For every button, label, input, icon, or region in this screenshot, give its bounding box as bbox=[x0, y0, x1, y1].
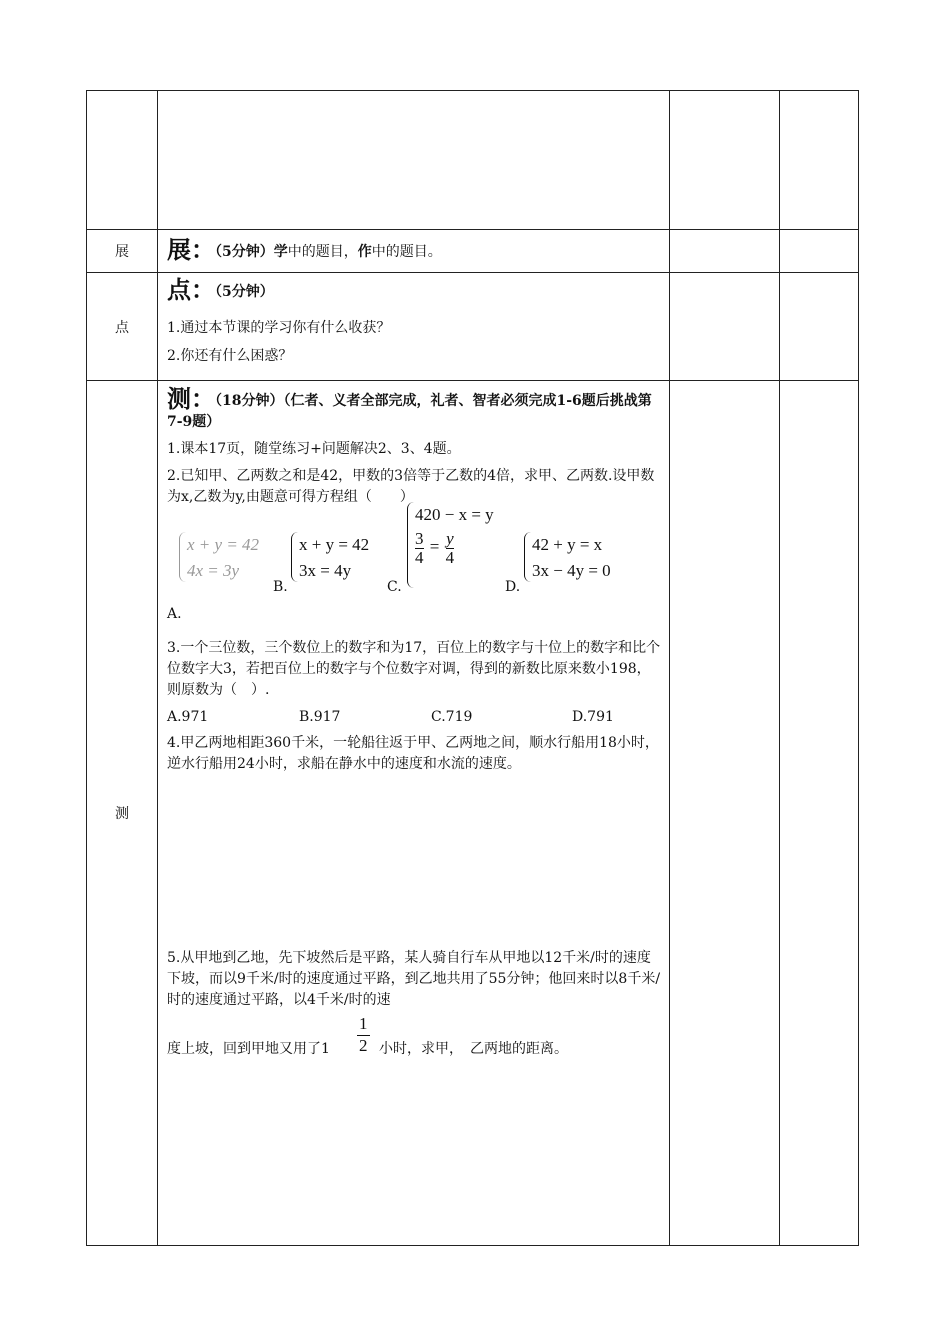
ce-instruction: （18分钟）（仁者、义者全部完成，礼者、智者必须完成1-6题后挑战第7-9题） bbox=[167, 393, 652, 430]
dian-col3 bbox=[670, 273, 780, 381]
ce-q5-part2 bbox=[167, 1013, 661, 1063]
option-c-system bbox=[407, 502, 517, 592]
option-b-eq1: x + y = 42 bbox=[299, 535, 370, 554]
dian-q2: 2.你还有什么困惑？ bbox=[167, 348, 293, 364]
blank-col4-cell bbox=[780, 91, 859, 230]
blank-row bbox=[87, 91, 859, 230]
option-c-frac1 bbox=[415, 530, 424, 567]
dian-heading: 点： bbox=[167, 276, 215, 304]
ce-label: 测 bbox=[87, 381, 158, 1246]
option-c-frac2 bbox=[446, 530, 455, 567]
zhan-col4 bbox=[780, 230, 859, 273]
option-c-eq1: 420 − x = y bbox=[415, 505, 494, 524]
q3-choice-d: D.791 bbox=[572, 709, 614, 725]
dian-time: （5分钟） bbox=[215, 284, 274, 300]
zhan-label: 展 bbox=[87, 230, 158, 273]
option-b-system bbox=[291, 532, 391, 584]
option-a-eq1: x + y = 42 bbox=[187, 535, 260, 554]
option-c-num1: 3 bbox=[415, 529, 424, 548]
q2-options bbox=[167, 505, 661, 622]
ce-heading: 测： bbox=[167, 385, 215, 413]
ce-row bbox=[87, 381, 859, 1246]
zhan-col3 bbox=[670, 230, 780, 273]
option-b-eq2: 3x = 4y bbox=[299, 561, 352, 580]
option-c-den2: 4 bbox=[445, 548, 455, 567]
ce-q5-text-a: 度上坡，回到甲地又用了1 bbox=[167, 1041, 330, 1057]
ce-q3: 3.一个三位数，三个数位上的数字和为17，百位上的数字与十位上的数字和比个位数字大3，若把百位上的数字与个位数字对调，得到的新数比原来数小198，则原数为（ ）. bbox=[167, 640, 661, 698]
option-a-label: A. bbox=[167, 606, 182, 622]
blank-col3-cell bbox=[670, 91, 780, 230]
dian-col4 bbox=[780, 273, 859, 381]
blank-content-cell bbox=[158, 91, 670, 230]
ce-col3 bbox=[670, 381, 780, 1246]
option-c-den1: 4 bbox=[415, 548, 424, 567]
ce-q5-text-b: 小时，求甲， 乙两地的距离。 bbox=[379, 1041, 568, 1057]
option-a-eq2: 4x = 3y bbox=[187, 561, 240, 580]
q5-frac-num: 1 bbox=[357, 1013, 370, 1036]
q3-choice-b: B.917 bbox=[299, 709, 341, 725]
ce-q5-part1: 5.从甲地到乙地，先下坡然后是平路，某人骑自行车从甲地以12千米/时的速度下坡，而以9千米/时的速度通过平路，到乙地共用了55分钟；他回来时以8千米/时的速度通过平路，以4千米/时的速 bbox=[167, 950, 661, 1008]
q3-choice-c: C.719 bbox=[431, 709, 473, 725]
dian-q1: 1.通过本节课的学习你有什么收获？ bbox=[167, 320, 391, 336]
option-d-system bbox=[524, 532, 644, 584]
option-d-label: D. bbox=[505, 579, 521, 595]
q5-frac-den: 2 bbox=[359, 1036, 368, 1055]
option-c-num2: y bbox=[446, 529, 454, 548]
zhan-heading: 展： bbox=[167, 235, 215, 264]
option-c-label: C. bbox=[387, 579, 402, 595]
option-b-label: B. bbox=[273, 579, 288, 595]
zhan-mid2: 中的题目。 bbox=[371, 243, 442, 260]
ce-q1: 1.课本17页，随堂练习+问题解决2、3、4题。 bbox=[167, 441, 461, 457]
zhan-zuo: 作 bbox=[357, 243, 372, 260]
zhan-time: （5分钟） bbox=[215, 243, 274, 260]
option-a-system bbox=[179, 532, 274, 584]
lesson-table bbox=[86, 90, 859, 1246]
q3-choices bbox=[167, 707, 661, 728]
ce-content bbox=[158, 381, 670, 1246]
ce-instruction-line bbox=[167, 385, 661, 433]
ce-q2: 2.已知甲、乙两数之和是42，甲数的3倍等于乙数的4倍，求甲、乙两数.设甲数为x,乙数为y,由题意可得方程组（ ） bbox=[167, 468, 655, 505]
ce-q4: 4.甲乙两地相距360千米，一轮船往返于甲、乙两地之间，顺水行船用18小时，逆水行船用24小时，求船在静水中的速度和水流的速度。 bbox=[167, 735, 659, 772]
q3-choice-a: A.971 bbox=[167, 709, 209, 725]
zhan-mid1: 中的题目， bbox=[287, 243, 358, 260]
dian-label: 点 bbox=[87, 273, 158, 381]
option-d-eq2: 3x − 4y = 0 bbox=[532, 561, 611, 580]
dian-row bbox=[87, 273, 859, 381]
dian-content bbox=[158, 273, 670, 381]
zhan-content bbox=[158, 230, 670, 273]
dian-title-line bbox=[167, 276, 661, 314]
option-d-eq1: 42 + y = x bbox=[532, 535, 603, 554]
ce-col4 bbox=[780, 381, 859, 1246]
option-c-eq2: $\frac{3}{4}$ = $\frac{y}{4}$ bbox=[415, 529, 455, 567]
zhan-row bbox=[87, 230, 859, 273]
blank-label-cell bbox=[87, 91, 158, 230]
q5-fraction bbox=[357, 1013, 370, 1056]
zhan-xue: 学 bbox=[273, 243, 288, 260]
